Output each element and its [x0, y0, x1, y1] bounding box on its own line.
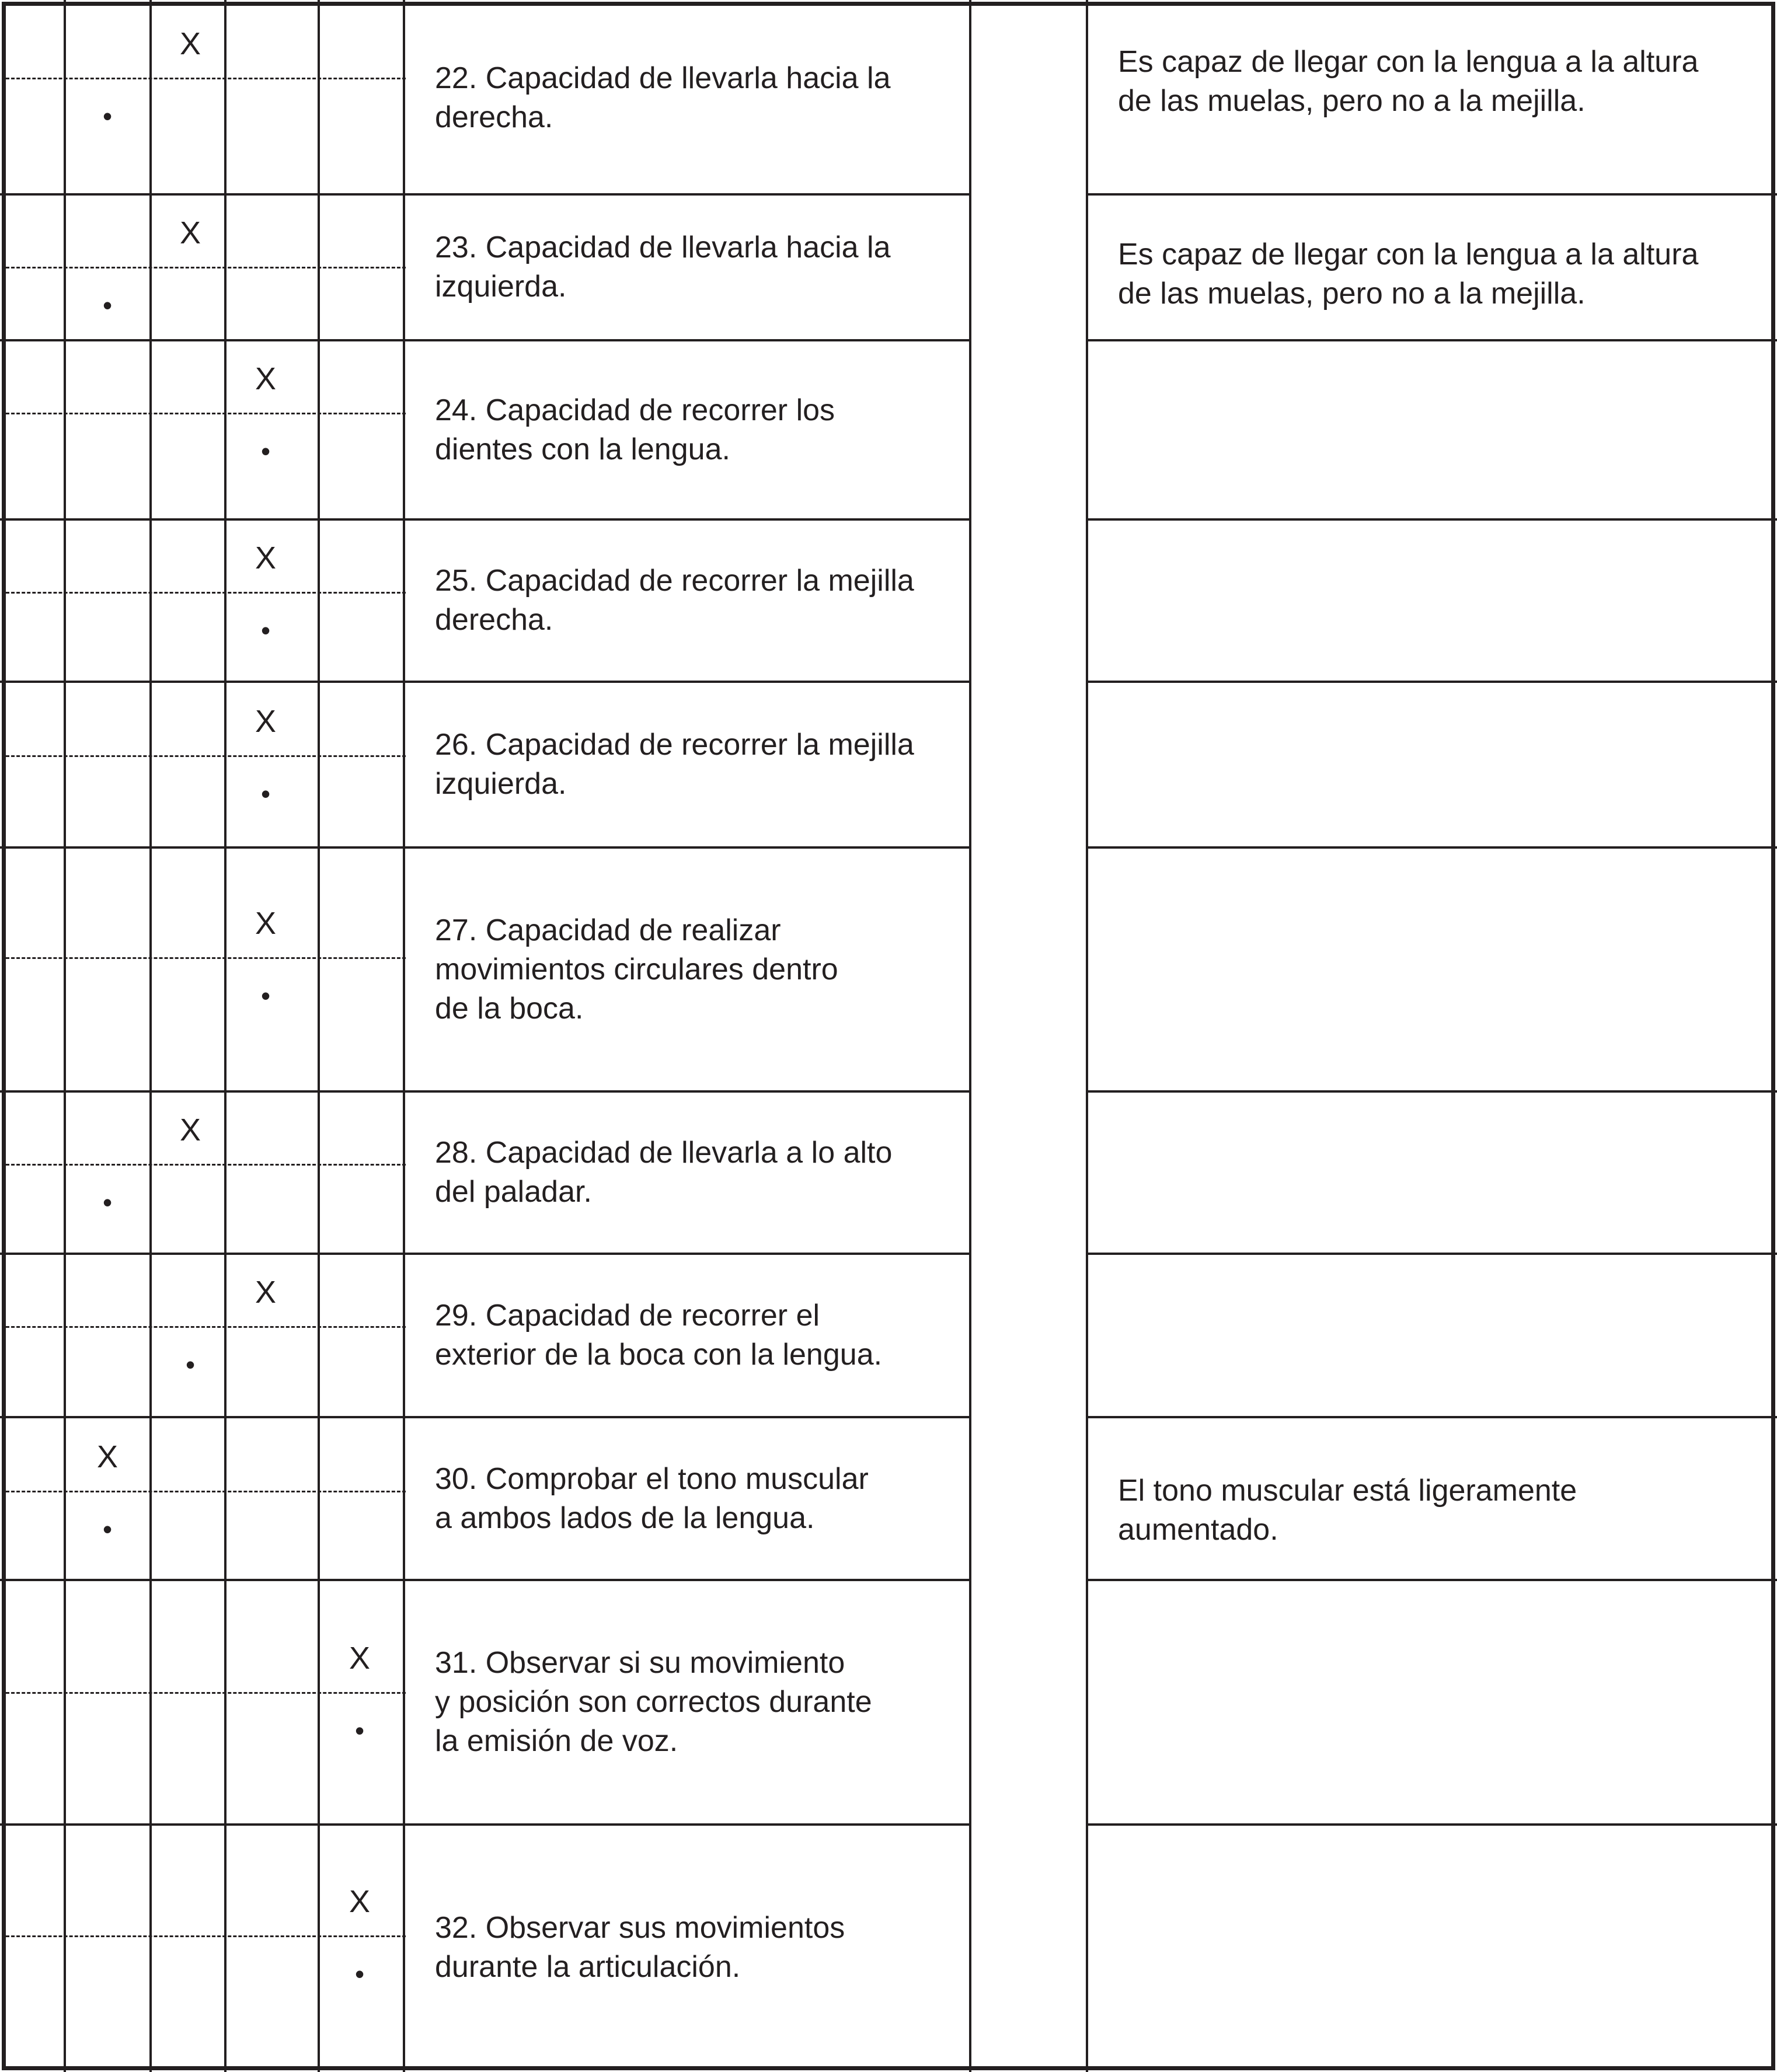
item-line: dientes con la lengua. [435, 432, 730, 466]
table-row [0, 1580, 1777, 1825]
rating-dot: • [260, 981, 271, 1011]
item-description [435, 1909, 969, 1987]
item-description [435, 59, 969, 137]
note-line: Es capaz de llegar con la lengua a la altura [1118, 238, 1699, 271]
item-line: 28. Capacidad de llevarla a lo alto [435, 1136, 893, 1170]
rating-dot: • [102, 1514, 113, 1544]
rating-mark: X [255, 540, 277, 575]
column-rule [224, 0, 227, 2072]
rating-mark: X [349, 1641, 371, 1676]
row-rule [1086, 1253, 1777, 1255]
item-line: durante la articulación. [435, 1950, 741, 1984]
row-rule [1086, 1090, 1777, 1093]
rating-dot: • [102, 101, 113, 131]
row-rule [0, 193, 971, 196]
item-line: derecha. [435, 603, 553, 637]
row-rule [0, 518, 971, 521]
item-description [435, 1644, 969, 1761]
column-rule [1086, 0, 1088, 2072]
note-line: Es capaz de llegar con la lengua a la altura [1118, 45, 1699, 79]
item-description [435, 725, 969, 804]
rating-mark: X [179, 1112, 201, 1147]
table-row [0, 194, 1777, 340]
rating-dot: • [260, 779, 271, 809]
item-description [435, 1296, 969, 1375]
item-description [435, 561, 969, 640]
rating-mark: X [255, 906, 277, 941]
row-rule [0, 1579, 971, 1581]
column-rule [149, 0, 152, 2072]
item-description [435, 391, 969, 469]
row-rule [1086, 518, 1777, 521]
column-rule [403, 0, 405, 2072]
item-description [435, 228, 969, 306]
table-row [0, 340, 1777, 519]
item-description [435, 911, 969, 1028]
observation-note [1118, 1471, 1760, 1550]
column-rule [318, 0, 320, 2072]
table-row [0, 519, 1777, 682]
rating-dot: • [354, 1715, 365, 1746]
item-description [435, 1133, 969, 1212]
row-rule [0, 681, 971, 683]
table-row [0, 682, 1777, 847]
item-line: de la boca. [435, 992, 584, 1025]
row-rule [1086, 1579, 1777, 1581]
rating-dot: • [260, 436, 271, 466]
item-line: izquierda. [435, 270, 567, 304]
item-line: 23. Capacidad de llevarla hacia la [435, 231, 891, 264]
table-row [0, 1254, 1777, 1417]
row-rule [0, 846, 971, 849]
note-line: aumentado. [1118, 1513, 1278, 1547]
rating-mark: X [179, 26, 201, 61]
table-row [0, 1091, 1777, 1254]
item-line: derecha. [435, 100, 553, 134]
row-rule [1086, 193, 1777, 196]
row-rule [1086, 339, 1777, 341]
item-line: a ambos lados de la lengua. [435, 1501, 815, 1535]
item-line: exterior de la boca con la lengua. [435, 1338, 883, 1372]
table-row [0, 847, 1777, 1091]
note-line: de las muelas, pero no a la mejilla. [1118, 84, 1586, 118]
rating-dot: • [185, 1349, 196, 1380]
item-line: movimientos circulares dentro [435, 953, 838, 986]
column-rule [969, 0, 971, 2072]
column-rule [64, 0, 66, 2072]
row-rule [1086, 1416, 1777, 1418]
rating-dot: • [102, 290, 113, 320]
note-line: de las muelas, pero no a la mejilla. [1118, 277, 1586, 311]
note-line: El tono muscular está ligeramente [1118, 1474, 1577, 1508]
item-line: 25. Capacidad de recorrer la mejilla [435, 564, 914, 598]
rating-mark: X [96, 1439, 119, 1474]
table-row [0, 1825, 1777, 2070]
rating-dot: • [260, 615, 271, 646]
item-description [435, 1460, 969, 1538]
row-rule [0, 1090, 971, 1093]
item-line: 24. Capacidad de recorrer los [435, 393, 835, 427]
rating-mark: X [255, 704, 277, 739]
item-line: la emisión de voz. [435, 1724, 678, 1758]
item-line: 32. Observar sus movimientos [435, 1911, 845, 1945]
row-rule [0, 1416, 971, 1418]
item-line: 30. Comprobar el tono muscular [435, 1462, 869, 1496]
row-rule [0, 339, 971, 341]
row-rule [0, 1823, 971, 1826]
row-rule [1086, 846, 1777, 849]
item-line: 29. Capacidad de recorrer el [435, 1299, 820, 1333]
observation-note [1118, 235, 1760, 313]
rating-mark: X [349, 1884, 371, 1919]
item-line: del paladar. [435, 1175, 592, 1209]
item-line: 26. Capacidad de recorrer la mejilla [435, 728, 914, 762]
table-row [0, 1417, 1777, 1580]
table-row [0, 2, 1777, 194]
rating-dot: • [354, 1959, 365, 1989]
rating-mark: X [255, 361, 277, 396]
item-line: 27. Capacidad de realizar [435, 913, 781, 947]
row-rule [1086, 1823, 1777, 1826]
row-rule [1086, 681, 1777, 683]
item-line: izquierda. [435, 767, 567, 801]
item-line: y posición son correctos durante [435, 1685, 872, 1719]
item-line: 22. Capacidad de llevarla hacia la [435, 61, 891, 95]
row-rule [0, 1253, 971, 1255]
rating-dot: • [102, 1187, 113, 1218]
item-line: 31. Observar si su movimiento [435, 1646, 845, 1680]
rating-mark: X [255, 1275, 277, 1310]
rating-mark: X [179, 215, 201, 250]
observation-note [1118, 43, 1760, 121]
